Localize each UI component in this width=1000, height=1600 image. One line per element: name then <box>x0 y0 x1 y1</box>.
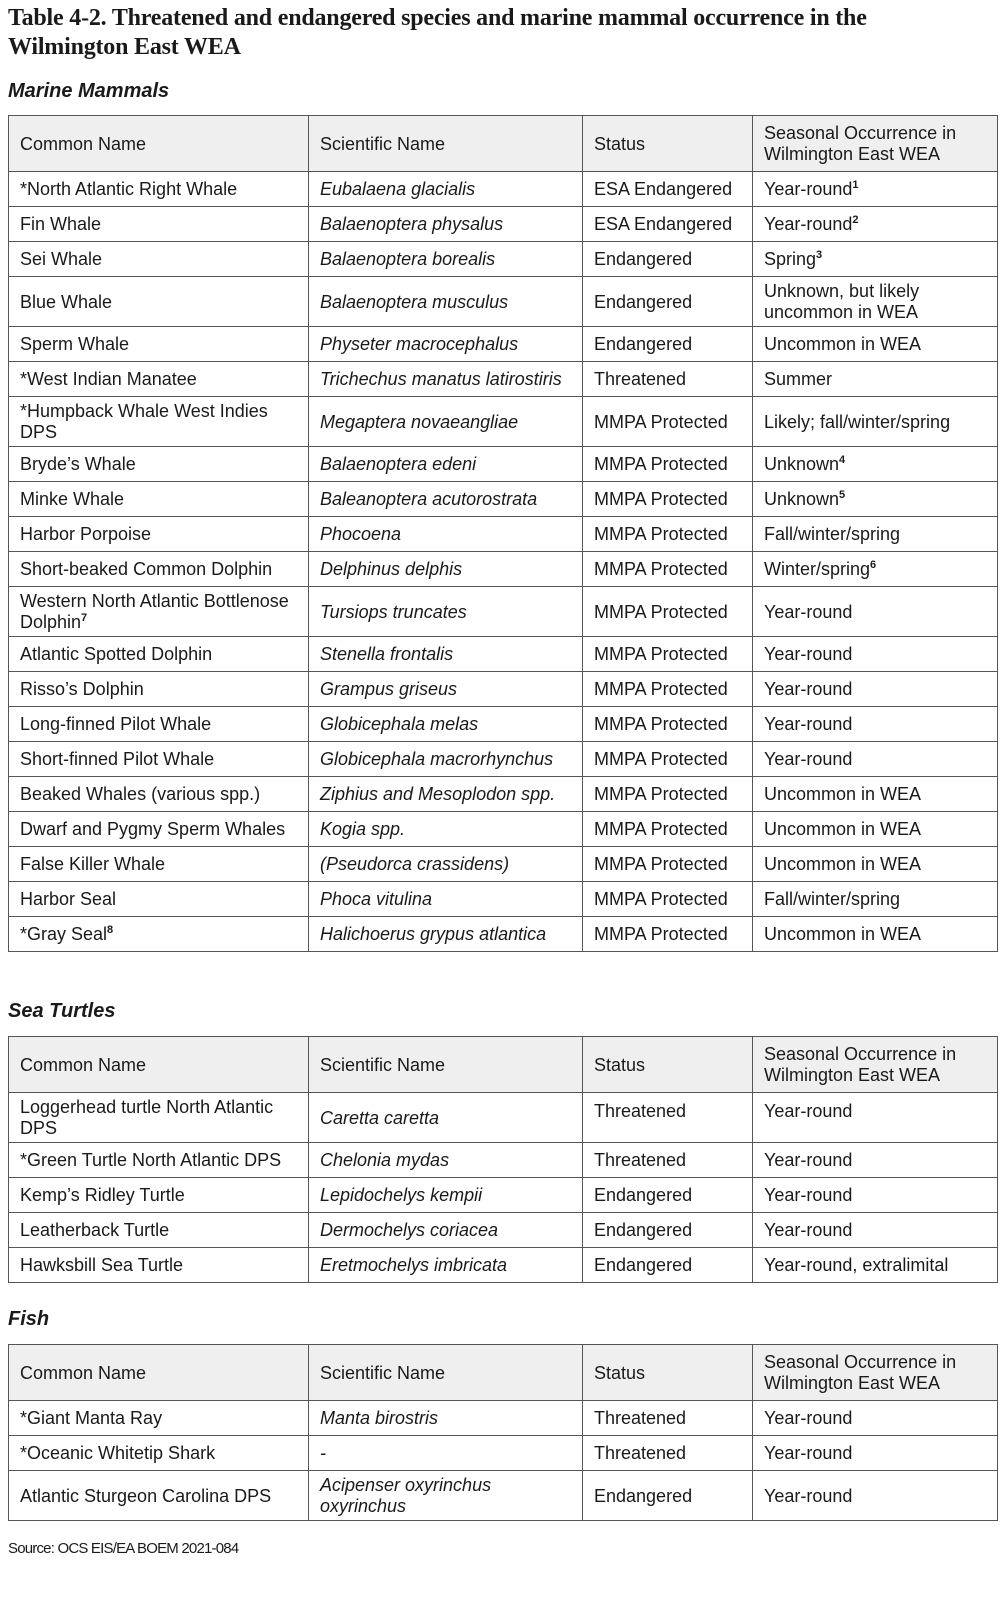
table-row <box>9 1213 998 1248</box>
cell-common-name <box>9 242 309 277</box>
cell-status-text: MMPA Protected <box>594 524 728 544</box>
cell-scientific-name-text: Megaptera novaeangliae <box>320 411 519 432</box>
cell-occurrence <box>753 1093 998 1143</box>
cell-status <box>583 1401 753 1436</box>
cell-status-text: MMPA Protected <box>594 679 728 699</box>
cell-scientific-name-text: Ziphius and Mesoplodon spp. <box>320 784 556 804</box>
cell-occurrence <box>753 917 998 952</box>
cell-occurrence <box>753 172 998 207</box>
cell-occurrence <box>753 882 998 917</box>
cell-common-name-text: Harbor Porpoise <box>20 524 152 544</box>
cell-common-name-text: *Green Turtle North Atlantic DPS <box>20 1150 282 1170</box>
table-row <box>9 1143 998 1178</box>
cell-status <box>583 327 753 362</box>
footnote-marker: 6 <box>870 559 877 571</box>
cell-status-text: MMPA Protected <box>594 784 728 804</box>
cell-occurrence-text: Unknown, but likely uncommon in WEA <box>764 281 920 322</box>
cell-scientific-name-text: Grampus griseus <box>320 679 458 699</box>
header-common-name: Common Name <box>9 1037 309 1093</box>
cell-scientific-name-text: Manta birostris <box>320 1408 439 1428</box>
cell-occurrence <box>753 1471 998 1521</box>
cell-scientific-name <box>309 447 583 482</box>
header-occurrence: Seasonal Occurrence in Wilmington East WEA <box>753 1037 998 1093</box>
sea-turtles-table <box>8 1036 998 1283</box>
cell-occurrence <box>753 207 998 242</box>
footnote-marker: 5 <box>839 489 846 501</box>
cell-occurrence-text: Year-round <box>764 1443 853 1463</box>
table-row <box>9 672 998 707</box>
cell-status <box>583 777 753 812</box>
cell-status <box>583 482 753 517</box>
cell-status-text: Endangered <box>594 1485 693 1506</box>
table-row <box>9 362 998 397</box>
cell-status <box>583 172 753 207</box>
cell-scientific-name <box>309 1471 583 1521</box>
cell-scientific-name <box>309 327 583 362</box>
cell-common-name <box>9 1436 309 1471</box>
cell-occurrence <box>753 777 998 812</box>
cell-common-name-text: Minke Whale <box>20 489 125 509</box>
section-heading-sea-turtles: Sea Turtles <box>8 1000 116 1022</box>
cell-scientific-name-text: Acipenser oxyrinchus oxyrinchus <box>320 1475 492 1516</box>
cell-scientific-name <box>309 552 583 587</box>
cell-status <box>583 207 753 242</box>
table-row <box>9 1436 998 1471</box>
cell-status-text: MMPA Protected <box>594 489 728 509</box>
cell-status <box>583 587 753 637</box>
cell-status <box>583 447 753 482</box>
cell-common-name-text: Sei Whale <box>20 249 103 269</box>
cell-common-name <box>9 277 309 327</box>
cell-status-text: Endangered <box>594 1185 693 1205</box>
cell-status <box>583 1178 753 1213</box>
cell-occurrence-text: Uncommon in WEA <box>764 819 922 839</box>
cell-scientific-name <box>309 882 583 917</box>
cell-common-name <box>9 587 309 637</box>
table-row <box>9 1401 998 1436</box>
cell-scientific-name-text: Balaenoptera physalus <box>320 214 504 234</box>
table-row <box>9 172 998 207</box>
header-status: Status <box>583 1345 753 1401</box>
cell-common-name-text: Dwarf and Pygmy Sperm Whales <box>20 819 286 839</box>
header-occurrence: Seasonal Occurrence in Wilmington East WEA <box>753 1345 998 1401</box>
cell-status <box>583 552 753 587</box>
cell-common-name <box>9 812 309 847</box>
cell-common-name <box>9 1213 309 1248</box>
cell-common-name <box>9 707 309 742</box>
cell-common-name <box>9 1471 309 1521</box>
cell-occurrence <box>753 847 998 882</box>
cell-occurrence-text: Year-round <box>764 1150 853 1170</box>
cell-scientific-name-text: Tursiops truncates <box>320 601 467 622</box>
cell-scientific-name-text: Globicephala macrorhynchus <box>320 749 554 769</box>
fish-table <box>8 1344 998 1521</box>
table-header-row <box>9 1037 998 1093</box>
cell-scientific-name-text: Kogia spp. <box>320 819 406 839</box>
cell-occurrence-text: Year-round, extralimital <box>764 1255 949 1275</box>
cell-status <box>583 707 753 742</box>
cell-common-name <box>9 207 309 242</box>
cell-occurrence-text: Winter/spring <box>764 559 871 579</box>
cell-occurrence-text: Summer <box>764 369 833 389</box>
cell-common-name <box>9 482 309 517</box>
cell-occurrence <box>753 587 998 637</box>
cell-occurrence-text: Unknown <box>764 489 840 509</box>
cell-scientific-name-text: Caretta caretta <box>320 1107 440 1128</box>
cell-common-name <box>9 847 309 882</box>
footnote-marker: 7 <box>81 612 88 624</box>
cell-status-text: MMPA Protected <box>594 889 728 909</box>
cell-scientific-name-text: Balaenoptera edeni <box>320 454 477 474</box>
cell-status-text: Threatened <box>594 1443 687 1463</box>
cell-occurrence-text: Uncommon in WEA <box>764 854 922 874</box>
cell-occurrence <box>753 742 998 777</box>
table-row <box>9 327 998 362</box>
table-row <box>9 1471 998 1521</box>
cell-occurrence <box>753 812 998 847</box>
cell-occurrence-text: Year-round <box>764 1220 853 1240</box>
cell-common-name-text: Kemp’s Ridley Turtle <box>20 1185 185 1205</box>
cell-common-name-text: Western North Atlantic Bottlenose Dolphin <box>20 591 289 632</box>
cell-common-name <box>9 397 309 447</box>
cell-common-name-text: Bryde’s Whale <box>20 454 136 474</box>
cell-scientific-name <box>309 1143 583 1178</box>
cell-scientific-name <box>309 1213 583 1248</box>
cell-common-name <box>9 1178 309 1213</box>
cell-common-name-text: *Gray Seal <box>20 924 108 944</box>
cell-occurrence-text: Uncommon in WEA <box>764 334 922 354</box>
cell-scientific-name-text: Phocoena <box>320 524 402 544</box>
cell-status <box>583 742 753 777</box>
cell-common-name <box>9 672 309 707</box>
cell-occurrence <box>753 1213 998 1248</box>
footnote-marker: 8 <box>107 924 114 936</box>
cell-common-name-text: Sperm Whale <box>20 334 130 354</box>
cell-common-name-text: Short-beaked Common Dolphin <box>20 559 273 579</box>
cell-occurrence-text: Unknown <box>764 454 840 474</box>
table-row <box>9 777 998 812</box>
cell-scientific-name-text: (Pseudorca crassidens) <box>320 854 510 874</box>
cell-status <box>583 397 753 447</box>
cell-common-name <box>9 172 309 207</box>
cell-scientific-name <box>309 482 583 517</box>
footnote-marker: 4 <box>839 454 846 466</box>
cell-occurrence <box>753 277 998 327</box>
cell-occurrence-text: Likely; fall/winter/spring <box>764 411 951 432</box>
cell-status-text: ESA Endangered <box>594 179 733 199</box>
cell-scientific-name-text: Eretmochelys imbricata <box>320 1255 508 1275</box>
cell-occurrence-text: Year-round <box>764 179 853 199</box>
cell-scientific-name <box>309 277 583 327</box>
table-row <box>9 517 998 552</box>
cell-scientific-name <box>309 637 583 672</box>
table-title: Table 4-2. Threatened and endangered species and marine mammal occurrence in the Wilmington East WEA <box>8 5 867 60</box>
table-row <box>9 1178 998 1213</box>
cell-status <box>583 1143 753 1178</box>
cell-common-name-text: False Killer Whale <box>20 854 166 874</box>
cell-status-text: Endangered <box>594 334 693 354</box>
cell-occurrence <box>753 1436 998 1471</box>
cell-scientific-name <box>309 777 583 812</box>
cell-occurrence-text: Year-round <box>764 1185 853 1205</box>
header-common-name: Common Name <box>9 116 309 172</box>
cell-status <box>583 847 753 882</box>
cell-scientific-name <box>309 362 583 397</box>
cell-status-text: MMPA Protected <box>594 559 728 579</box>
cell-status-text: Threatened <box>594 369 687 389</box>
table-row <box>9 882 998 917</box>
cell-common-name <box>9 447 309 482</box>
cell-common-name-text: *Giant Manta Ray <box>20 1408 163 1428</box>
cell-common-name <box>9 1248 309 1283</box>
cell-occurrence-text: Year-round <box>764 1485 853 1506</box>
table-row <box>9 277 998 327</box>
cell-status <box>583 517 753 552</box>
cell-status-text: ESA Endangered <box>594 214 733 234</box>
cell-scientific-name <box>309 847 583 882</box>
cell-status <box>583 882 753 917</box>
cell-occurrence <box>753 1248 998 1283</box>
cell-common-name-text: Atlantic Sturgeon Carolina DPS <box>20 1485 272 1506</box>
cell-scientific-name-text: Dermochelys coriacea <box>320 1220 499 1240</box>
cell-status-text: Endangered <box>594 1220 693 1240</box>
cell-occurrence-text: Fall/winter/spring <box>764 524 901 544</box>
cell-common-name-text: Hawksbill Sea Turtle <box>20 1255 184 1275</box>
cell-common-name <box>9 327 309 362</box>
table-row <box>9 637 998 672</box>
table-row <box>9 847 998 882</box>
cell-occurrence <box>753 637 998 672</box>
cell-occurrence <box>753 672 998 707</box>
cell-common-name-text: Beaked Whales (various spp.) <box>20 784 261 804</box>
cell-common-name <box>9 882 309 917</box>
cell-occurrence <box>753 362 998 397</box>
cell-status-text: MMPA Protected <box>594 924 728 944</box>
table-row <box>9 917 998 952</box>
cell-status-text: MMPA Protected <box>594 749 728 769</box>
cell-occurrence-text: Year-round <box>764 679 853 699</box>
cell-occurrence <box>753 517 998 552</box>
cell-common-name-text: Leatherback Turtle <box>20 1220 170 1240</box>
cell-status <box>583 1248 753 1283</box>
cell-scientific-name-text: Eubalaena glacialis <box>320 179 476 199</box>
table-row <box>9 552 998 587</box>
source-note: Source: OCS EIS/EA BOEM 2021-084 <box>8 1540 239 1557</box>
table-row <box>9 587 998 637</box>
cell-scientific-name-text: Balaenoptera musculus <box>320 291 509 312</box>
cell-status <box>583 812 753 847</box>
cell-scientific-name <box>309 1401 583 1436</box>
header-occurrence: Seasonal Occurrence in Wilmington East WEA <box>753 116 998 172</box>
cell-occurrence <box>753 242 998 277</box>
cell-common-name-text: *Oceanic Whitetip Shark <box>20 1443 216 1463</box>
table-row <box>9 707 998 742</box>
cell-status <box>583 672 753 707</box>
cell-status <box>583 1093 753 1143</box>
cell-scientific-name-text: Lepidochelys kempii <box>320 1185 483 1205</box>
cell-status <box>583 1436 753 1471</box>
cell-status <box>583 242 753 277</box>
cell-scientific-name <box>309 517 583 552</box>
cell-status-text: MMPA Protected <box>594 644 728 664</box>
table-row <box>9 1248 998 1283</box>
cell-occurrence <box>753 1143 998 1178</box>
header-scientific-name: Scientific Name <box>309 116 583 172</box>
cell-status-text: Threatened <box>594 1101 687 1121</box>
section-heading-marine-mammals: Marine Mammals <box>8 80 170 102</box>
cell-status-text: Endangered <box>594 1255 693 1275</box>
cell-occurrence-text: Spring <box>764 249 817 269</box>
cell-scientific-name <box>309 917 583 952</box>
cell-status-text: MMPA Protected <box>594 411 728 432</box>
cell-scientific-name <box>309 707 583 742</box>
table-row <box>9 482 998 517</box>
cell-scientific-name-text: Halichoerus grypus atlantica <box>320 924 547 944</box>
section-heading-fish: Fish <box>8 1308 50 1330</box>
cell-occurrence <box>753 552 998 587</box>
cell-common-name-text: Loggerhead turtle North Atlantic DPS <box>20 1097 274 1138</box>
cell-status-text: MMPA Protected <box>594 714 728 734</box>
cell-common-name-text: Risso’s Dolphin <box>20 679 144 699</box>
cell-common-name <box>9 362 309 397</box>
cell-scientific-name <box>309 812 583 847</box>
cell-scientific-name-text: Trichechus manatus latirostiris <box>320 369 562 389</box>
cell-common-name <box>9 917 309 952</box>
cell-status <box>583 277 753 327</box>
table-row <box>9 397 998 447</box>
cell-scientific-name-text: Physeter macrocephalus <box>320 334 519 354</box>
cell-common-name <box>9 1093 309 1143</box>
cell-occurrence <box>753 447 998 482</box>
cell-scientific-name-text: Phoca vitulina <box>320 889 433 909</box>
cell-occurrence-text: Year-round <box>764 644 853 664</box>
cell-scientific-name-text: Baleanoptera acutorostrata <box>320 489 538 509</box>
footnote-marker: 1 <box>852 179 859 191</box>
cell-scientific-name-text: Globicephala melas <box>320 714 479 734</box>
cell-scientific-name <box>309 1436 583 1471</box>
cell-status-text: Endangered <box>594 249 693 269</box>
table-row <box>9 242 998 277</box>
footnote-marker: 2 <box>852 214 859 226</box>
table-row <box>9 207 998 242</box>
cell-scientific-name-text: Balaenoptera borealis <box>320 249 496 269</box>
cell-occurrence <box>753 1178 998 1213</box>
cell-occurrence <box>753 482 998 517</box>
cell-occurrence <box>753 327 998 362</box>
marine-mammals-table <box>8 115 998 952</box>
cell-status-text: Threatened <box>594 1408 687 1428</box>
cell-scientific-name-text: Stenella frontalis <box>320 644 454 664</box>
table-header-row <box>9 116 998 172</box>
cell-status <box>583 1213 753 1248</box>
cell-scientific-name <box>309 672 583 707</box>
cell-status <box>583 1471 753 1521</box>
cell-common-name <box>9 637 309 672</box>
header-status: Status <box>583 1037 753 1093</box>
cell-scientific-name-text: Chelonia mydas <box>320 1150 450 1170</box>
cell-common-name <box>9 777 309 812</box>
cell-common-name-text: Harbor Seal <box>20 889 117 909</box>
table-header-row <box>9 1345 998 1401</box>
cell-occurrence-text: Uncommon in WEA <box>764 784 922 804</box>
cell-scientific-name <box>309 1093 583 1143</box>
cell-occurrence-text: Year-round <box>764 714 853 734</box>
cell-scientific-name <box>309 1178 583 1213</box>
cell-common-name <box>9 742 309 777</box>
cell-common-name <box>9 1401 309 1436</box>
header-scientific-name: Scientific Name <box>309 1037 583 1093</box>
table-row <box>9 812 998 847</box>
cell-occurrence-text: Year-round <box>764 749 853 769</box>
cell-common-name-text: Atlantic Spotted Dolphin <box>20 644 213 664</box>
cell-common-name-text: *North Atlantic Right Whale <box>20 179 238 199</box>
cell-status-text: MMPA Protected <box>594 819 728 839</box>
cell-common-name <box>9 552 309 587</box>
cell-status-text: MMPA Protected <box>594 454 728 474</box>
header-common-name: Common Name <box>9 1345 309 1401</box>
cell-scientific-name <box>309 172 583 207</box>
cell-occurrence <box>753 1401 998 1436</box>
cell-occurrence-text: Year-round <box>764 1101 853 1121</box>
cell-occurrence-text: Year-round <box>764 1408 853 1428</box>
cell-scientific-name <box>309 587 583 637</box>
cell-common-name-text: *Humpback Whale West Indies DPS <box>20 401 268 442</box>
cell-scientific-name-text: - <box>320 1443 326 1463</box>
cell-common-name-text: Short-finned Pilot Whale <box>20 749 215 769</box>
cell-scientific-name <box>309 397 583 447</box>
cell-scientific-name <box>309 242 583 277</box>
cell-scientific-name <box>309 207 583 242</box>
cell-common-name-text: Fin Whale <box>20 214 102 234</box>
cell-common-name <box>9 1143 309 1178</box>
cell-status <box>583 917 753 952</box>
cell-status-text: MMPA Protected <box>594 854 728 874</box>
cell-common-name-text: *West Indian Manatee <box>20 369 197 389</box>
footnote-marker: 3 <box>816 249 823 261</box>
cell-status-text: Threatened <box>594 1150 687 1170</box>
cell-scientific-name <box>309 742 583 777</box>
cell-scientific-name-text: Delphinus delphis <box>320 559 463 579</box>
table-row <box>9 742 998 777</box>
cell-occurrence-text: Fall/winter/spring <box>764 889 901 909</box>
cell-status-text: Endangered <box>594 291 693 312</box>
cell-common-name-text: Blue Whale <box>20 291 113 312</box>
header-scientific-name: Scientific Name <box>309 1345 583 1401</box>
cell-occurrence-text: Year-round <box>764 601 853 622</box>
table-row <box>9 1093 998 1143</box>
cell-common-name <box>9 517 309 552</box>
header-status: Status <box>583 116 753 172</box>
cell-status <box>583 362 753 397</box>
cell-occurrence <box>753 707 998 742</box>
table-row <box>9 447 998 482</box>
cell-common-name-text: Long-finned Pilot Whale <box>20 714 212 734</box>
cell-status <box>583 637 753 672</box>
cell-occurrence-text: Year-round <box>764 214 853 234</box>
cell-status-text: MMPA Protected <box>594 601 728 622</box>
cell-scientific-name <box>309 1248 583 1283</box>
cell-occurrence <box>753 397 998 447</box>
cell-occurrence-text: Uncommon in WEA <box>764 924 922 944</box>
